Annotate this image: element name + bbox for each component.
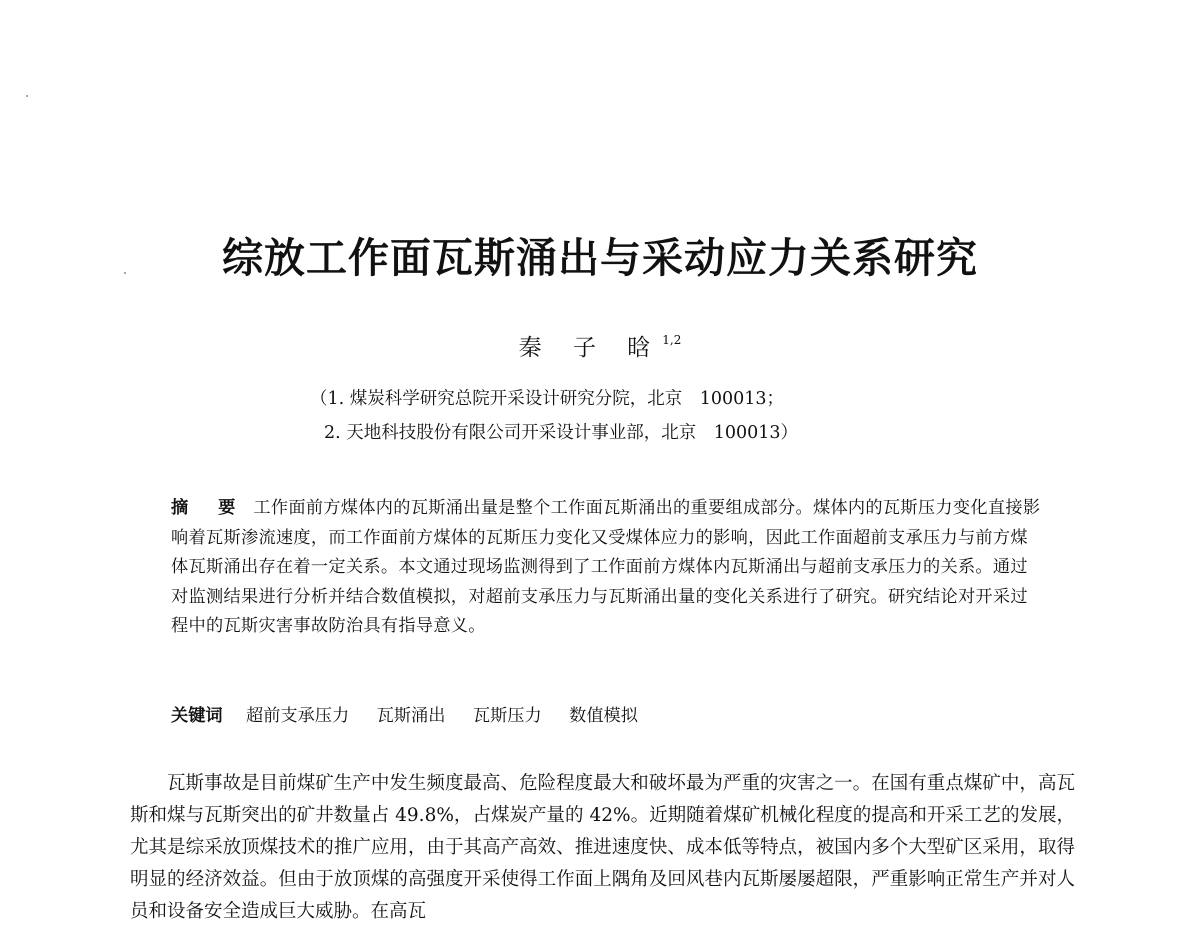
author-affiliation-marks: 1,2 — [662, 333, 682, 347]
author-name: 秦 子 晗 — [518, 335, 663, 361]
affiliations — [310, 382, 798, 450]
abstract-text: 工作面前方煤体内的瓦斯涌出量是整个工作面瓦斯涌出的重要组成部分。煤体内的瓦斯压力变化直接影响着瓦斯渗流速度，而工作面前方煤体的瓦斯压力变化又受煤体应力的影响，因此工作面超前支承压力与前方煤体瓦斯涌出存在着一定关系。本文通过现场监测得到了工作面前方煤体内瓦斯涌出与超前支承压力的关系。通过对监测结果进行分析并结合数值模拟，对超前支承压力与瓦斯涌出量的变化关系进行了研究。研究结论对开采过程中的瓦斯灾害事故防治具有指导意义。 — [171, 498, 1041, 636]
keywords — [171, 702, 660, 732]
keyword-item: 瓦斯压力 — [472, 706, 542, 726]
affiliation-line-1: （1. 煤炭科学研究总院开采设计研究分院，北京 100013； — [310, 389, 785, 409]
keyword-item: 瓦斯涌出 — [376, 706, 446, 726]
keyword-item: 超前支承压力 — [246, 706, 350, 726]
abstract-label: 摘 要 — [171, 498, 248, 518]
abstract — [171, 494, 1041, 642]
body-paragraph: 瓦斯事故是目前煤矿生产中发生频度最高、危险程度最大和破坏最为严重的灾害之一。在国有重点煤矿中，高瓦斯和煤与瓦斯突出的矿井数量占 49.8%，占煤炭产量的 42%。近期随着煤矿机械化程度的提高和开采工艺的发展，尤其是综采放顶煤技术的推广应用，由于其高产高效、推进速度快、成本低等特点，被国内多个大型矿区采用，取得明显的经济效益。但由于放顶煤的高强度开采使得工作面上隅角及回风巷内瓦斯屡屡超限，严重影响正常生产并对人员和设备安全造成巨大威胁。在高瓦 — [130, 773, 1075, 922]
keywords-label: 关键词 — [171, 706, 223, 726]
author-line — [0, 322, 1200, 366]
scan-speck — [26, 95, 28, 97]
scan-speck — [124, 272, 126, 274]
affiliation-line-2: 2. 天地科技股份有限公司开采设计事业部，北京 100013） — [324, 423, 799, 443]
keyword-item: 数值模拟 — [569, 706, 638, 726]
paper-title: 综放工作面瓦斯涌出与采动应力关系研究 — [222, 234, 978, 282]
